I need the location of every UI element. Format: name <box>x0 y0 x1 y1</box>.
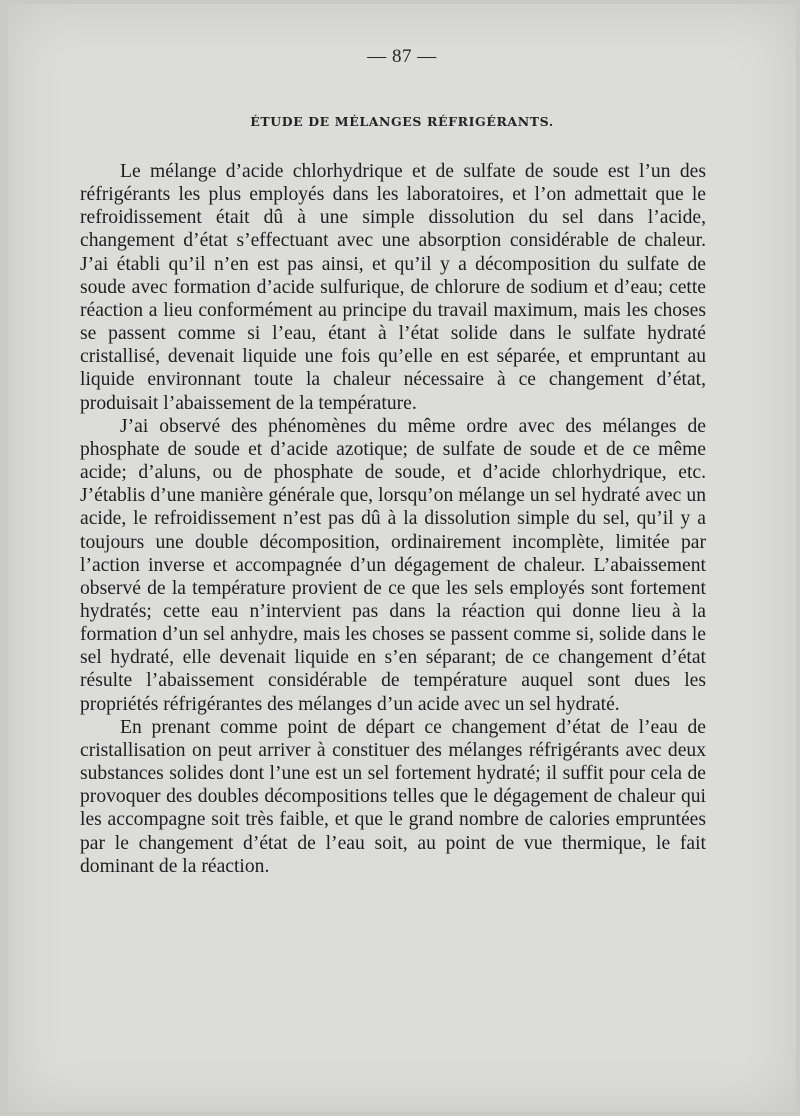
running-heading: ÉTUDE DE MÉLANGES RÉFRIGÉRANTS. <box>250 114 554 129</box>
body-text <box>80 160 706 878</box>
page-number: — 87 — <box>367 46 437 67</box>
book-page <box>8 4 796 1112</box>
paragraph-3: En prenant comme point de départ ce changement d’état de l’eau de cristallisation on peut arriver à constituer des mélanges réfrigérants avec deux substances solides dont l’une est un sel fortement hydraté; il suffit pour cela de provoquer des doubles décompositions telles que le dégagement de chaleur qui les accompagne soit très faible, et que le grand nombre de calories empruntées par le changement d’état de l’eau soit, au point de vue thermique, le fait dominant de la réaction. <box>80 716 706 877</box>
paragraph-2: J’ai observé des phénomènes du même ordre avec des mélanges de phosphate de soude et d’acide azotique; de sulfate de soude et de ce même acide; d’aluns, ou de phosphate de soude, et d’acide chlorhydrique, etc. J’établis d’une manière générale que, lorsqu’on mélange un sel hydraté avec un acide, le refroidissement n’est pas dû à la dissolution simple du sel, qu’il y a toujours une double décomposition, ordinairement incomplète, limitée par l’action inverse et accompagnée d’un dégagement de chaleur. L’abaissement observé de la température provient de ce que les sels employés sont fortement hydratés; cette eau n’intervient pas dans la réaction qui donne lieu à la formation d’un sel anhydre, mais les choses se passent comme si, solide dans le sel hydraté, elle devenait liquide en s’en séparant; de ce changement d’état résulte l’abaissement considérable de température auquel sont dues les propriétés réfrigérantes des mélanges d’un acide avec un sel hydraté. <box>80 415 706 715</box>
paragraph-1: Le mélange d’acide chlorhydrique et de sulfate de soude est l’un des réfrigérants les plus employés dans les laboratoires, et l’on admettait que le refroidissement était dû à une simple dissolution du sel dans l’acide, changement d’état s’effectuant avec une absorption considérable de chaleur. J’ai établi qu’il n’en est pas ainsi, et qu’il y a décomposition du sulfate de soude avec formation d’acide sulfurique, de chlorure de sodium et d’eau; cette réaction a lieu conformément au principe du travail maximum, mais les choses se passent comme si l’eau, étant à l’état solide dans le sulfate hydraté cristallisé, devenait liquide une fois qu’elle en est séparée, et empruntant au liquide environnant toute la chaleur nécessaire à ce changement d’état, produisait l’abaissement de la température. <box>80 161 706 414</box>
